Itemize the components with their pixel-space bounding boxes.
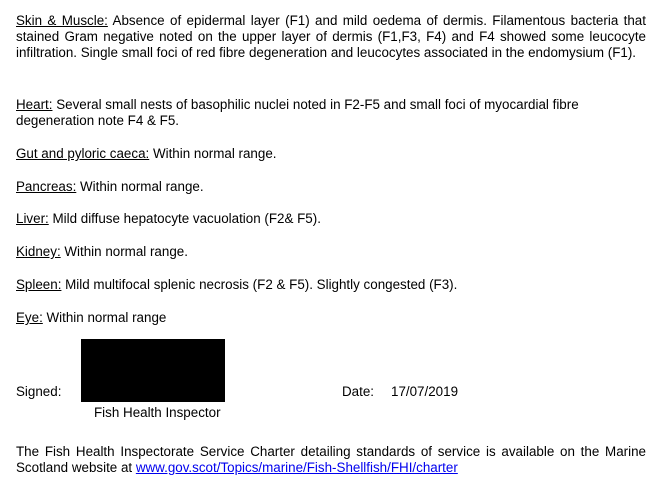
finding-label: Spleen: (16, 277, 62, 292)
finding-text: Within normal range. (60, 244, 188, 259)
signatory-title: Fish Health Inspector (94, 405, 221, 420)
finding-text: Within normal range. (76, 179, 204, 194)
finding-liver (16, 211, 646, 227)
finding-text: Within normal range. (149, 146, 277, 161)
finding-label: Skin & Muscle: (16, 13, 108, 28)
finding-label: Heart: (16, 97, 53, 112)
finding-label: Eye: (16, 310, 43, 325)
finding-text: Within normal range (42, 310, 167, 325)
finding-label: Kidney: (16, 244, 61, 259)
finding-text: Mild diffuse hepatocyte vacuolation (F2& F5). (48, 211, 321, 226)
finding-label: Gut and pyloric caeca: (16, 146, 150, 161)
finding-text: Mild multifocal splenic necrosis (F2 & F5). Slightly congested (F3). (61, 277, 458, 292)
finding-label: Pancreas: (16, 179, 77, 194)
redacted-signature (81, 339, 225, 402)
finding-label: Liver: (16, 211, 49, 226)
finding-spleen (16, 277, 646, 293)
finding-gut (16, 146, 646, 162)
signed-label: Signed: (16, 384, 62, 399)
charter-link[interactable]: www.gov.scot/Topics/marine/Fish-Shellfish/FHI/charter (135, 460, 458, 475)
charter-text: The Fish Health Inspectorate Service Charter detailing standards of service is available on the Marine Scotland website at (16, 444, 646, 475)
finding-text: Several small nests of basophilic nuclei noted in F2-F5 and small foci of myocardial fibre degeneration note F4 & F5. (16, 97, 579, 128)
date-label: Date: (342, 384, 375, 399)
finding-pancreas (16, 179, 646, 195)
finding-eye (16, 310, 646, 326)
finding-text: Absence of epidermal layer (F1) and mild oedema of dermis. Filamentous bacteria that stained Gram negative noted on the upper layer of dermis (F1,F3, F4) and F4 showed some leucocyte infiltration. Single small foci of red fibre degeneration and leucocytes associated in the endomysium (F1). (16, 13, 646, 60)
finding-kidney (16, 244, 646, 260)
finding-skin-muscle (16, 13, 646, 61)
charter-note (16, 444, 646, 476)
date-value: 17/07/2019 (391, 384, 459, 399)
finding-heart (16, 97, 646, 129)
